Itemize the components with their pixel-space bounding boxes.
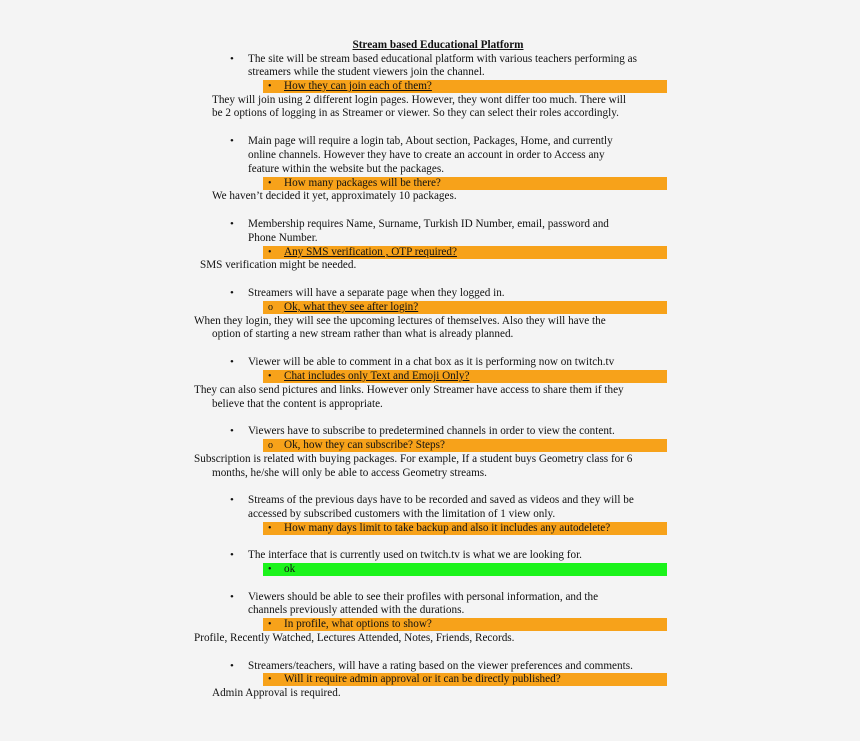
- bullet-marker: •: [230, 218, 234, 230]
- bullet-marker: •: [230, 660, 234, 672]
- question-highlight: [263, 177, 667, 190]
- document-title: Stream based Educational Platform: [352, 39, 524, 51]
- bullet-marker: •: [230, 549, 234, 561]
- bullet-line: Membership requires Name, Surname, Turkish ID Number, email, password and: [248, 218, 609, 230]
- bullet-marker: •: [230, 287, 234, 299]
- question-marker: •: [268, 564, 272, 575]
- bullet-line: Viewers have to subscribe to predetermined channels in order to view the content.: [248, 425, 615, 437]
- bullet-line: accessed by subscribed customers with the limitation of 1 view only.: [248, 508, 556, 520]
- question-text: Will it require admin approval or it can be directly published?: [284, 673, 561, 685]
- bullet-line: Viewer will be able to comment in a chat box as it is performing now on twitch.tv: [248, 356, 615, 368]
- question-marker: •: [268, 81, 272, 92]
- answer-line: When they login, they will see the upcoming lectures of themselves. Also they will have the: [194, 315, 606, 327]
- question-highlight: [263, 439, 667, 452]
- question-text: Chat includes only Text and Emoji Only?: [284, 370, 470, 382]
- answer-line: They can also send pictures and links. However only Streamer have access to share them if they: [194, 384, 624, 396]
- question-highlight: [263, 618, 667, 631]
- question-marker: o: [268, 302, 273, 313]
- question-text: How many days limit to take backup and also it includes any autodelete?: [284, 522, 611, 534]
- question-marker: o: [268, 440, 273, 451]
- bullet-marker: •: [230, 591, 234, 603]
- answer-line: Admin Approval is required.: [212, 687, 341, 699]
- question-highlight: [263, 370, 667, 383]
- question-text: How they can join each of them?: [284, 80, 432, 92]
- bullet-marker: •: [230, 425, 234, 437]
- bullet-marker: •: [230, 53, 234, 65]
- answer-line: We haven’t decided it yet, approximately 10 packages.: [212, 190, 457, 202]
- answer-line: option of starting a new stream rather than what is already planned.: [212, 328, 514, 340]
- bullet-line: Phone Number.: [248, 232, 318, 244]
- bullet-line: Streamers will have a separate page when they logged in.: [248, 287, 505, 299]
- question-marker: •: [268, 371, 272, 382]
- question-text: Any SMS verification , OTP required?: [284, 246, 457, 258]
- question-marker: •: [268, 523, 272, 534]
- bullet-line: streamers while the student viewers join the channel.: [248, 66, 485, 78]
- bullet-line: The interface that is currently used on twitch.tv is what we are looking for.: [248, 549, 582, 561]
- question-marker: •: [268, 619, 272, 630]
- bullet-line: The site will be stream based educational platform with various teachers performing as: [248, 53, 637, 65]
- question-marker: •: [268, 178, 272, 189]
- question-text: In profile, what options to show?: [284, 618, 432, 630]
- bullet-line: Viewers should be able to see their profiles with personal information, and the: [248, 591, 599, 603]
- question-highlight: [263, 80, 667, 93]
- bullet-line: feature within the website but the packages.: [248, 163, 445, 175]
- bullet-line: Main page will require a login tab, About section, Packages, Home, and currently: [248, 135, 613, 147]
- bullet-line: channels previously attended with the durations.: [248, 604, 465, 616]
- question-text: ok: [284, 563, 296, 575]
- answer-line: They will join using 2 different login pages. However, they wont differ too much. There will: [212, 94, 627, 106]
- bullet-marker: •: [230, 356, 234, 368]
- answer-line: SMS verification might be needed.: [200, 259, 357, 271]
- question-text: How many packages will be there?: [284, 177, 441, 189]
- question-marker: •: [268, 247, 272, 258]
- answer-line: be 2 options of logging in as Streamer or viewer. So they can select their roles accordingly.: [212, 107, 619, 119]
- question-text: Ok, how they can subscribe? Steps?: [284, 439, 445, 451]
- answer-line: months, he/she will only be able to access Geometry streams.: [212, 467, 487, 479]
- bullet-line: Streams of the previous days have to be recorded and saved as videos and they will be: [248, 494, 634, 506]
- question-highlight: [263, 301, 667, 314]
- question-highlight: [263, 246, 667, 259]
- question-marker: •: [268, 674, 272, 685]
- question-highlight: [263, 673, 667, 686]
- bullet-line: online channels. However they have to create an account in order to Access any: [248, 149, 605, 161]
- question-text: Ok, what they see after login?: [284, 301, 419, 313]
- answer-line: Subscription is related with buying packages. For example, If a student buys Geometry class for 6: [194, 453, 633, 465]
- answer-line: Profile, Recently Watched, Lectures Attended, Notes, Friends, Records.: [194, 632, 515, 644]
- bullet-line: Streamers/teachers, will have a rating based on the viewer preferences and comments.: [248, 660, 633, 672]
- question-highlight: [263, 522, 667, 535]
- answer-line: believe that the content is appropriate.: [212, 398, 383, 410]
- ok-highlight: [263, 563, 667, 576]
- bullet-marker: •: [230, 135, 234, 147]
- bullet-marker: •: [230, 494, 234, 506]
